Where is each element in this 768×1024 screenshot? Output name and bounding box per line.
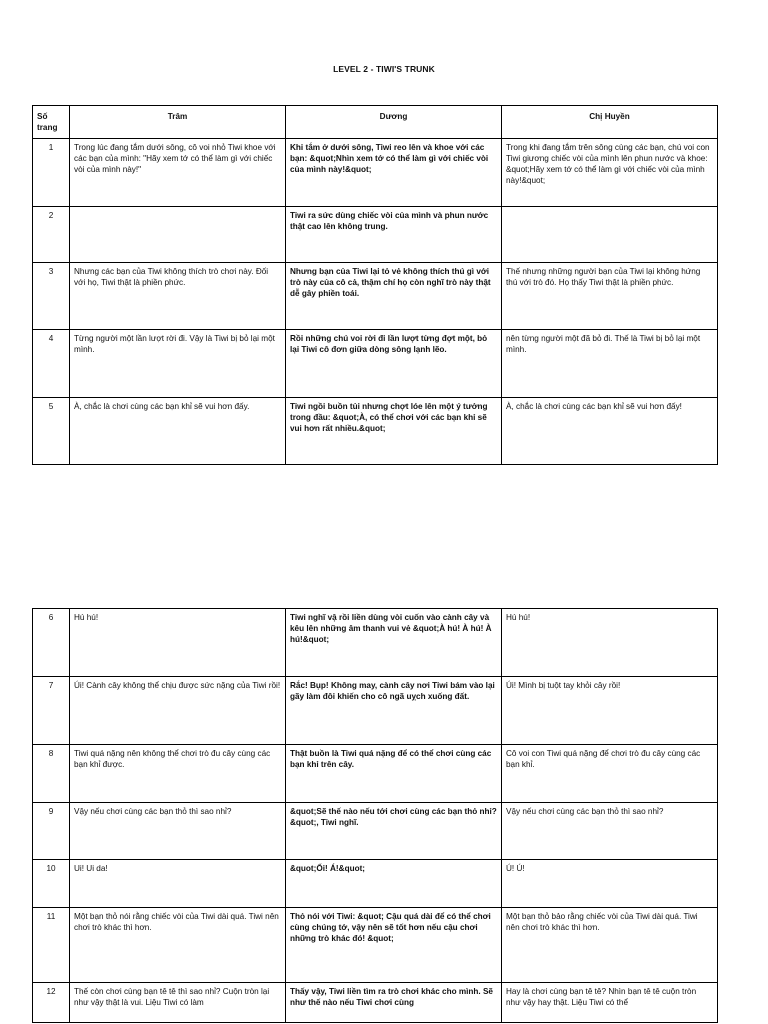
page-number-cell: 5: [33, 398, 70, 465]
chi-huyen-cell: Ú! Ú!: [502, 860, 718, 908]
header-duong: Dương: [286, 106, 502, 139]
duong-cell: Thấy vậy, Tiwi liền tìm ra trò chơi khác cho mình. Sẽ như thế nào nếu Tiwi chơi cùng: [286, 983, 502, 1023]
chi-huyen-cell: Trong khi đang tắm trên sông cùng các bạn, chú voi con Tiwi giương chiếc vòi của mình lên phun nước và khoe: &quot;Hãy xem tớ có thể làm gì với chiếc vòi của mình này!&quot;: [502, 139, 718, 207]
tram-cell: [70, 207, 286, 263]
duong-cell: Nhưng bạn của Tiwi lại tỏ vẻ không thích thú gì với trò này của cô cả, thậm chí họ còn nghĩ trò này thật dễ gây phiền toái.: [286, 263, 502, 330]
tram-cell: Ui! Ui da!: [70, 860, 286, 908]
duong-cell: Thỏ nói với Tiwi: &quot; Cậu quá dài để có thể chơi cùng chúng tớ, vậy nên sẽ tốt hơn nếu cậu chơi những trò khác đó! &quot;: [286, 908, 502, 983]
duong-cell: Khi tắm ở dưới sông, Tiwi reo lên và khoe với các bạn: &quot;Nhìn xem tớ có thể làm gì với chiếc vòi của mình này!&quot;: [286, 139, 502, 207]
page-number-cell: 10: [33, 860, 70, 908]
chi-huyen-cell: [502, 207, 718, 263]
table-row: [33, 330, 718, 398]
tram-cell: Hú hú!: [70, 609, 286, 677]
table-row: [33, 803, 718, 860]
page-number-cell: 1: [33, 139, 70, 207]
table-row: [33, 908, 718, 983]
chi-huyen-cell: nên từng người một đã bỏ đi. Thế là Tiwi bị bỏ lại một mình.: [502, 330, 718, 398]
page-number-cell: 2: [33, 207, 70, 263]
table-row: [33, 139, 718, 207]
chi-huyen-cell: Hú hú!: [502, 609, 718, 677]
translation-table-1: [32, 105, 718, 465]
table-row: [33, 860, 718, 908]
table-row: [33, 263, 718, 330]
chi-huyen-cell: À, chắc là chơi cùng các bạn khỉ sẽ vui hơn đấy!: [502, 398, 718, 465]
page-number-cell: 8: [33, 745, 70, 803]
table-row: [33, 983, 718, 1023]
tram-cell: Vậy nếu chơi cùng các bạn thỏ thì sao nhỉ?: [70, 803, 286, 860]
tram-cell: Nhưng các bạn của Tiwi không thích trò chơi này. Đối với họ, Tiwi thật là phiền phức.: [70, 263, 286, 330]
tram-cell: À, chắc là chơi cùng các bạn khỉ sẽ vui hơn đấy.: [70, 398, 286, 465]
chi-huyen-cell: Úi! Mình bị tuột tay khỏi cây rồi!: [502, 677, 718, 745]
tram-cell: Một bạn thỏ nói rằng chiếc vòi của Tiwi dài quá. Tiwi nên chơi trò khác thì hơn.: [70, 908, 286, 983]
page-title: LEVEL 2 - TIWI'S TRUNK: [333, 64, 435, 74]
duong-cell: Tiwi ra sức dùng chiếc vòi của mình và phun nước thật cao lên không trung.: [286, 207, 502, 263]
chi-huyen-cell: Hay là chơi cùng bạn tê tê? Nhìn bạn tê tê cuộn tròn như vậy hay thật. Liệu Tiwi có thể: [502, 983, 718, 1023]
header-tram: Trâm: [70, 106, 286, 139]
table-header-row: [33, 106, 718, 139]
chi-huyen-cell: Cô voi con Tiwi quá nặng để chơi trò đu cây cùng các bạn khỉ.: [502, 745, 718, 803]
header-chi-huyen: Chị Huyền: [502, 106, 718, 139]
tram-cell: Úi! Cành cây không thể chịu được sức nặng của Tiwi rồi!: [70, 677, 286, 745]
table-row: [33, 677, 718, 745]
page-number-cell: 7: [33, 677, 70, 745]
duong-cell: Tiwi nghĩ vậ rồi liền dùng vòi cuốn vào cành cây và kêu lên những âm thanh vui vẻ &quot;À hú! À hú! À hú!&quot;: [286, 609, 502, 677]
chi-huyen-cell: Thế nhưng những người bạn của Tiwi lại không hứng thú với trò đó. Họ thấy Tiwi thật là phiền phức.: [502, 263, 718, 330]
chi-huyen-cell: Vậy nếu chơi cùng các bạn thỏ thì sao nhỉ?: [502, 803, 718, 860]
page-number-cell: 11: [33, 908, 70, 983]
tram-cell: Tiwi quá nặng nên không thể chơi trò đu cây cùng các bạn khỉ được.: [70, 745, 286, 803]
duong-cell: &quot;Ối! Á!&quot;: [286, 860, 502, 908]
table-row: [33, 745, 718, 803]
page-number-cell: 9: [33, 803, 70, 860]
duong-cell: Rồi những chú voi rời đi lần lượt từng đợt một, bỏ lại Tiwi cô đơn giữa dòng sông lạnh lẽo.: [286, 330, 502, 398]
table-row: [33, 207, 718, 263]
page-number-cell: 4: [33, 330, 70, 398]
page-number-cell: 6: [33, 609, 70, 677]
tram-cell: Trong lúc đang tắm dưới sông, cô voi nhỏ Tiwi khoe với các bạn của mình: "Hãy xem tớ có thể làm gì với chiếc vòi của mình này!": [70, 139, 286, 207]
duong-cell: &quot;Sẽ thế nào nếu tới chơi cùng các bạn thỏ nhỉ?&quot;, Tiwi nghĩ.: [286, 803, 502, 860]
header-page-number: Số trang: [33, 106, 70, 139]
duong-cell: Thật buồn là Tiwi quá nặng để có thể chơi cùng các bạn khỉ trên cây.: [286, 745, 502, 803]
tram-cell: Thế còn chơi cùng bạn tê tê thì sao nhỉ? Cuộn tròn lại như vậy thật là vui. Liệu Tiwi có làm: [70, 983, 286, 1023]
duong-cell: Tiwi ngồi buồn tủi nhưng chợt lóe lên một ý tưởng trong đầu: &quot;À, có thể chơi với các bạn khỉ sẽ vui hơn rất nhiều.&quot;: [286, 398, 502, 465]
tram-cell: Từng người một lần lượt rời đi. Vậy là Tiwi bị bỏ lại một mình.: [70, 330, 286, 398]
duong-cell: Rắc! Bụp! Không may, cành cây nơi Tiwi bám vào lại gãy làm đôi khiến cho cô ngã uỵch xuống đất.: [286, 677, 502, 745]
chi-huyen-cell: Một bạn thỏ bảo rằng chiếc vòi của Tiwi dài quá. Tiwi nên chơi trò khác thì hơn.: [502, 908, 718, 983]
table-row: [33, 609, 718, 677]
page-number-cell: 12: [33, 983, 70, 1023]
page-number-cell: 3: [33, 263, 70, 330]
table-row: [33, 398, 718, 465]
translation-table-2: [32, 608, 718, 1023]
